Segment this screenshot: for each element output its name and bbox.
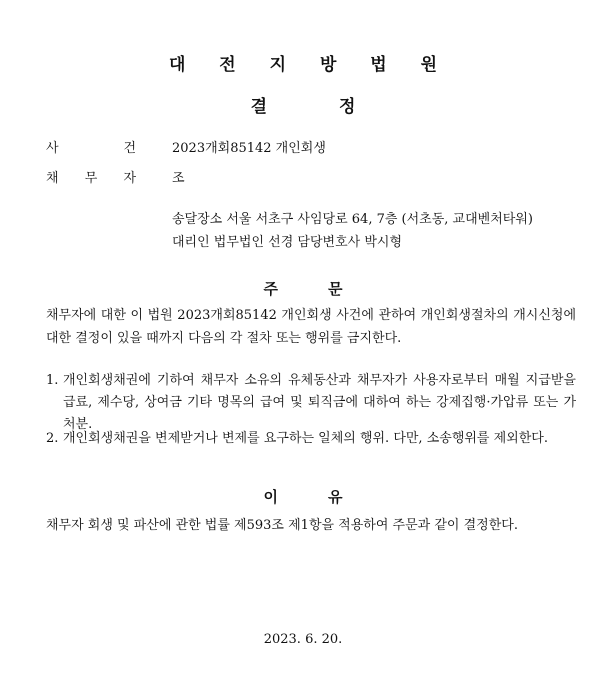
order-item-text: 개인회생채권에 기하여 채무자 소유의 유체동산과 채무자가 사용자로부터 매월 지급받을 급료, 제수당, 상여금 기타 명목의 급여 및 퇴직금에 대하여 하는 강제집행·가압류 또는 가처분.	[63, 373, 576, 432]
document-type-char-2: 정	[339, 97, 356, 117]
service-address: 송달장소 서울 서초구 사임당로 64, 7층 (서초동, 교대벤처타워)	[172, 212, 533, 227]
order-intro-paragraph: 채무자에 대한 이 법원 2023개회85142 개인회생 사건에 관하여 개인회생절차의 개시신청에 대한 결정이 있을 때까지 다음의 각 절차 또는 행위를 금지한다.	[46, 308, 576, 346]
case-label: 사 건	[46, 141, 136, 156]
order-item-number: 1.	[46, 373, 59, 388]
reason-paragraph: 채무자 회생 및 파산에 관한 법률 제593조 제1항을 적용하여 주문과 같이 결정한다.	[46, 518, 518, 533]
court-name: 대 전 지 방 법 원	[168, 55, 452, 75]
order-item-1	[46, 370, 576, 436]
debtor-name: 조	[172, 171, 185, 186]
order-item-number: 2.	[46, 431, 59, 446]
case-number: 2023개회85142 개인회생	[172, 141, 326, 156]
order-heading: 주 문	[263, 280, 343, 298]
decision-date: 2023. 6. 20.	[263, 632, 343, 647]
order-item-2	[46, 428, 576, 450]
reason-heading: 이 유	[263, 488, 343, 506]
attorney-info: 대리인 법무법인 선경 담당변호사 박시형	[172, 235, 403, 250]
document-type-char-1: 결	[250, 97, 267, 117]
document-type-title	[0, 92, 606, 117]
order-item-text: 개인회생채권을 변제받거나 변제를 요구하는 일체의 행위. 다만, 소송행위를 제외한다.	[63, 431, 548, 446]
debtor-label: 채 무 자	[46, 171, 136, 186]
